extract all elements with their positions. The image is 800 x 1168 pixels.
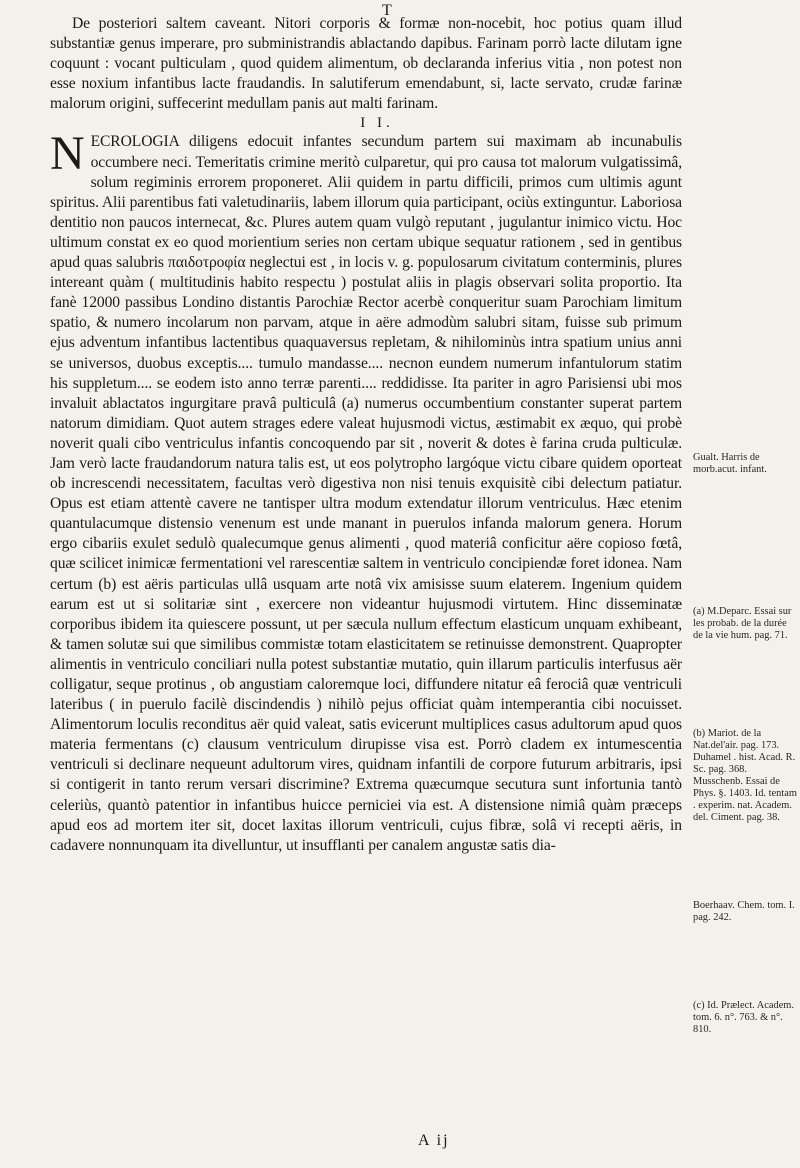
paragraph-necrologia — [50, 127, 682, 855]
catchword: A ij — [418, 1132, 450, 1149]
margin-note-harris: Gualt. Harris de morb.acut. infant. — [693, 452, 767, 475]
section-number: I I. — [360, 115, 394, 132]
margin-note-mariotte: (b) Mariot. de la Nat.del'air. pag. 173. Duhamel . hist. Acad. R. Sc. pag. 368. Musschenb. Essai de Phys. §. 1403. Id. tentam . experim. nat. Academ. del. Ciment. pag. 38. — [693, 728, 797, 823]
main-text — [50, 10, 682, 856]
paragraph-intro: De posteriori saltem caveant. Nitori corporis & formæ non-nocebit, hoc potius quam illud substantiæ genus imperare, pro subministrandis ablactando dapibus. Farinam porrò lacte dilutam igne coquunt : vocant pulticulam , quod quidem alimentum, ob declaranda inferius vitia , non potest non esse noxium infantibus lacte fraudandis. In salutiferum emendabunt, si, lacte servato, crudæ farinæ malorum origini, suffecerint medullam panis aut malti farinam. — [50, 15, 682, 113]
margin-note-boerhaave: Boerhaav. Chem. tom. I. pag. 242. — [693, 900, 795, 923]
margin-note-deparc: (a) M.Deparc. Essai sur les probab. de la durée de la vie hum. pag. 71. — [693, 606, 792, 641]
drop-capital: N — [50, 127, 85, 181]
signature-mark: T — [382, 2, 392, 19]
paragraph-necrologia-text: ECROLOGIA diligens edocuit infantes secundum partem sui maximam ab incunabulis occumbere neci. Temeritatis crimine meritò culparetur, qui pro causa tot malorum vulgatissimâ, solum regiminis errorem proponeret. Alii quidem in partu difficili, primos cum ultimis agunt spiritus. Alii parentibus fati valetudinariis, labem illorum quia participant, ociùs extinguntur. Laboriosa dentitio non paucos internecat, &c. Plures autem quam vulgò reputant , jugulantur inimico victu. Hoc ultimum constat ex eo quod morientium series non certam ubique sequatur rationem , sed in gentibus apud quas salubris παιδοτροφία neglectui est , in locis v. g. populosarum civitatum conterminis, plures intereant quàm ( multitudinis habito respectu ) postulat aliis in plagis observari solita proportio. Ita fanè 12000 passibus Londino distantis Parochiæ Rector acerbè conqueritur suam Parochiam limitum spatio, & numero incolarum non parvam, atque in aëre admodùm salubri sitam, fuisse sub primum ejus adventum infantibus lactentibus quaquaversus repletam, & nihilominùs intra spatium unius anni se universos, duobus exceptis.... tumulo mandasse.... necnon eundem numerum infantulorum statim his suppletum.... se eodem isto anno terræ parenti.... reddidisse. Ita pariter in agro Parisiensi ubi mos invaluit ablactatos ingurgitare pravâ pulticulâ (a) numerus occumbentium constanter superat partem natorum dimidiam. Quot autem strages edere valeat hujusmodi victus, æstimabit ex æquo, qui probè noverit quali cibo ventriculus infantis concoquendo par sit , noverit & dotes è farina cruda pulticulæ. Jam verò lacte fraudandorum natura talis est, ut eos polytropho largóque victu cibare quidem oporteat ob increscendi necessitatem, facultas verò digestiva non nisi tenuis exquisitè cibi delectum patiatur. Opus est etiam attentè cavere ne tantisper ultra modum extendatur illorum ventriculus. Hæc etenim quantulacumque distensio venenum est unde manant in puerulos infanda malorum genera. Horum ergo cibariis exulet sedulò qualecumque genus alimenti , quod materiâ conficitur aëre copioso fœtâ, quæ scilicet inimicæ fermentationi vel rarescentiæ saltem in ventriculo concipiendæ foret idonea. Nam certum (b) est aëris particulas ullâ usquam arte notâ vix amisisse suum elaterem. Ingenium quidem earum est ut si solitariæ sint , exercere non videantur hujusmodi virtutem. Hinc disseminatæ corporibus ibidem ita quiescere possunt, ut per sæcula nullum effectum elasticum unquam exhibeant, & tamen solutæ sui que similibus commistæ totam elasticitatem se retinuisse demonstrent. Quapropter alimentis in ventriculo conciliari nulla potest substantiæ mutatio, quin illarum particulis interfusus aër colligatur, seque protinus , ob angustiam caloremque loci, diffundere nitatur eâ ferociâ quæ ventriculi lateribus ( in puerulo facilè discindendis ) nihilò pejus officiat quàm intemperantia cibi nocuisset. Alimentorum loculis reconditus aër quid valeat, satis evicerunt multiplices casus adultorum apud quos materia fermentans (c) clausum ventriculum dirupisse visa est. Porrò cladem ex intumescentia ventriculi si declinare nequeunt adultorum vires, quidnam infantili de corpore futurum arbitraris, ipsi si contigerit in tanto rerum versari discrimine? Extrema quæcumque secutura sunt infortunia tantò celeriùs, quantò patentior in infantibus huicce perniciei via est. A distensione nimiâ quàm præceps apud eos ad mortem iter sit, docet laxitas illorum ventriculi, cujus fibræ, solâ vi recepti aëris, in cadavere nonnunquam ita divelluntur, ut insufflanti per canalem angustæ satis dia- — [50, 133, 682, 854]
margin-note-prælect: (c) Id. Prælect. Academ. tom. 6. n°. 763. & n°. 810. — [693, 1000, 794, 1035]
